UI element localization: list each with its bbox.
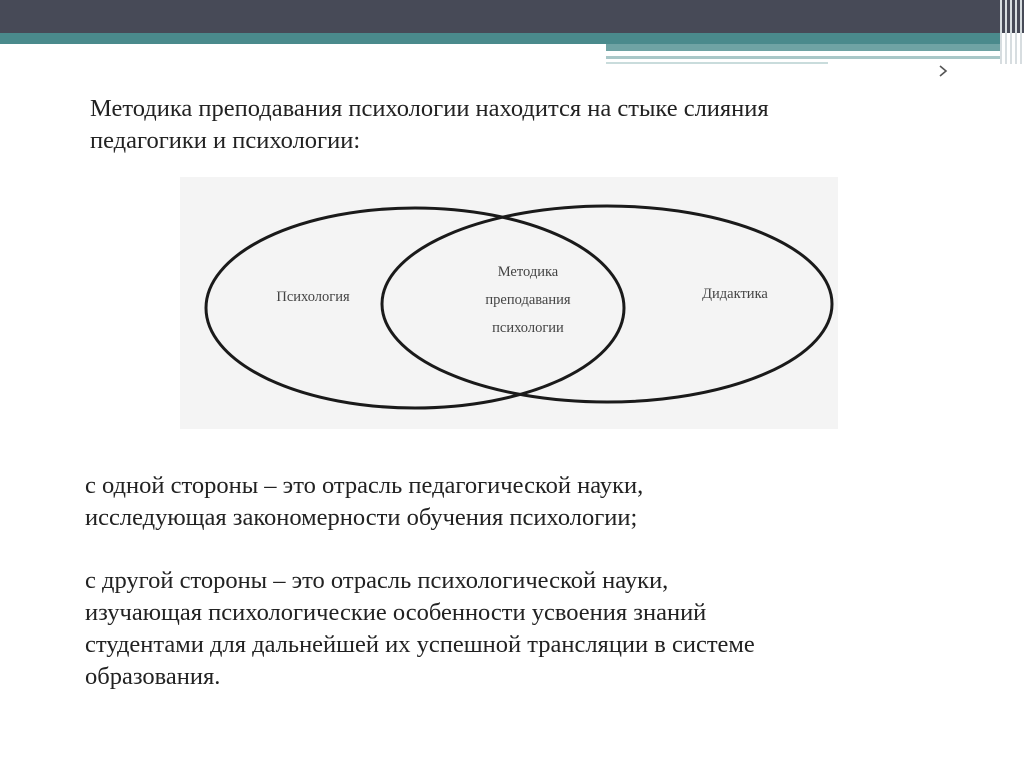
paragraph-psychology-line-4: образования. [85,663,221,690]
venn-circle-didactics [382,206,832,402]
header-teal-accent [606,44,1000,51]
venn-label-intersection [458,258,598,342]
chevron-right-icon [936,64,950,78]
paragraph-psychology-line-2: изучающая психологические особенности усвоения знаний [85,599,707,626]
header-dark-bar [0,0,1024,33]
paragraph-psychology [85,565,965,693]
slide-heading-line-2: педагогики и психологии: [90,127,361,154]
paragraph-psychology-line-3: студентами для дальнейшей их успешной трансляции в системе [85,631,755,658]
venn-diagram [180,177,838,429]
paragraph-psychology-line-1: с другой стороны – это отрасль психологической науки, [85,567,669,594]
slide-heading [90,93,990,157]
venn-label-didactics: Дидактика [702,286,768,302]
paragraph-pedagogy-line-2: исследующая закономерности обучения психологии; [85,504,638,531]
header-thin-line [606,56,1000,59]
venn-label-intersection-line-1: Методика [497,264,559,280]
venn-label-intersection-line-3: психологии [492,320,564,336]
venn-label-psychology: Психология [276,289,350,305]
venn-label-intersection-line-2: преподавания [485,292,571,308]
header-thin-line-short [606,62,828,64]
slide-heading-line-1: Методика преподавания психологии находится на стыке слияния [90,95,769,122]
paragraph-pedagogy [85,470,965,534]
paragraph-pedagogy-line-1: с одной стороны – это отрасль педагогической науки, [85,472,644,499]
header-right-stripes [998,0,1024,64]
header-teal-band [0,33,1000,44]
